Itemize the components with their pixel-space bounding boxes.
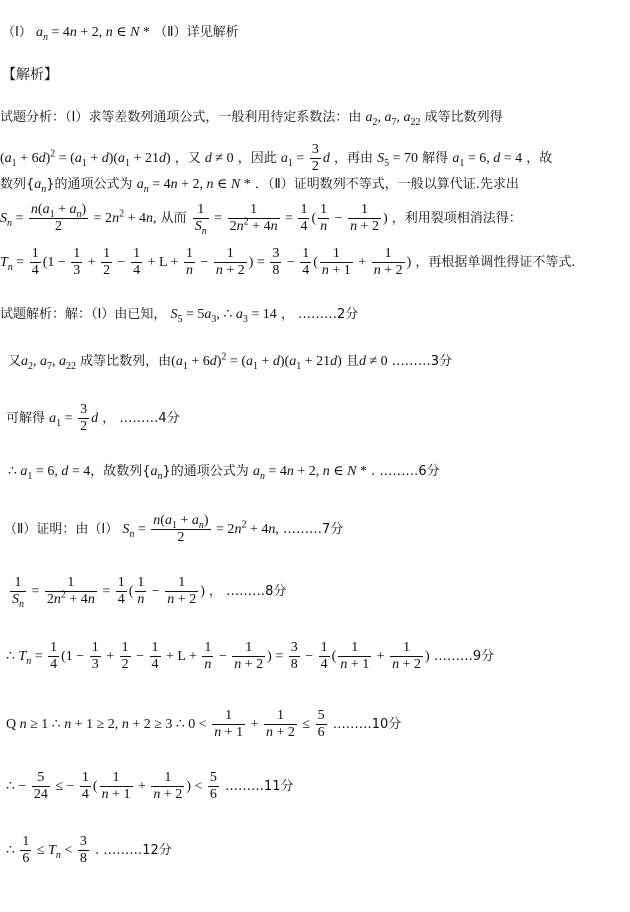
solution-line-7: ∴ $T_n$ = $\frac{1}{4}$ (1 − $\frac{1}{3}$ + $\frac{1}{2}$ − $\frac{1}{4}$ + L + $\frac{1}{n}$ − $\frac{1}{n + 2}$ ) = $\frac{3}{8}$ − $\frac{1}{4}$ ( $\frac{1}{n + 1}$ + $\frac{1}{n + 2}$ ) ………9分 xyxy=(6,640,495,673)
solution-line-5: （Ⅱ）证明：由（Ⅰ） $S_n$ = $\frac{n(a_1 + a_n)}{2}$ = $2n^2 + 4n$, ………7分 xyxy=(4,513,344,546)
score-mark: ………7分 xyxy=(282,521,344,537)
answer-line xyxy=(2,25,239,43)
solution-line-8: Q n ≥ 1 ∴ n + 1 ≥ 2, n + 2 ≥ 3 ∴ 0 < $\frac{1}{n + 1}$ + $\frac{1}{n + 2}$ ≤ $\frac{5}{6}$ ………10分 xyxy=(6,708,402,741)
analysis-heading: 【解析】 xyxy=(2,67,58,83)
score-mark: ………4分 xyxy=(119,410,180,426)
solution-line-3: 可解得 $a_1$ = $\frac{3}{2}$ d ， ………4分 xyxy=(6,402,180,435)
score-mark: ………2分 xyxy=(297,307,359,322)
solution-line-10: ∴ $\frac{1}{6}$ ≤ $T_n$ < $\frac{3}{8}$ . ………12分 xyxy=(6,834,172,867)
score-mark: ………12分 xyxy=(103,842,172,858)
solution-line-2: 又$a_2$, $a_7$, $a_{22}$ 成等比数列，由$(a_1 + 6d)^2 = (a_1 + d)(a_1 + 21d)$ 且d ≠ 0 ………3分 xyxy=(8,351,453,372)
score-mark: ………9分 xyxy=(433,648,495,664)
answer-formula: $a_n = 4n + 2$, n ∈ N * xyxy=(35,25,151,43)
solution-line-4: ∴ $a_1 = 6$, d = 4，故数列$\{a_n\}$的通项公式为 $a_n = 4n + 2$, n ∈ N * . ………6分 xyxy=(8,464,440,482)
analysis-line-4: $S_n$ = $\frac{n(a_1 + a_n)}{2}$ = $2n^2 + 4n$, 从而 $\frac{1}{S_n}$ = $\frac{1}{2n^2 + 4n}$ = $\frac{1}{4}$ ( $\frac{1}{n}$ − $\frac{1}{n + 2}$ ) ，利用裂项相消法得： xyxy=(0,202,522,237)
analysis-line-3: 数列$\{a_n\}$的通项公式为 $a_n = 4n + 2$, n ∈ N * ．（Ⅱ）证明数列不等式，一般以算代证.先求出 xyxy=(0,177,519,195)
analysis-line-2: $(a_1 + 6d)^2 = (a_1 + d)(a_1 + 21d)$ ，又 d ≠ 0 ，因此 $a_1$ = $\frac{3}{2}$ d ，再由 $S_5 = 70$ 解得 $a_1 = 6$, d = 4 ，故 xyxy=(0,142,553,175)
part1-label: （Ⅰ） xyxy=(2,25,32,40)
solution-line-9: ∴ − $\frac{5}{24}$ ≤ − $\frac{1}{4}$ ( $\frac{1}{n + 1}$ + $\frac{1}{n + 2}$ ) < $\frac{5}{6}$ ………11分 xyxy=(6,770,294,803)
score-mark: ………10分 xyxy=(332,716,402,732)
solution-line-1: 试题解析：解：（Ⅰ）由已知， $S_5 = 5a_3$, ∴ $a_3 = 14$ ， ………2分 xyxy=(0,307,359,325)
part2-text: 详见解析 xyxy=(186,25,239,40)
part2-label: （Ⅱ） xyxy=(154,25,187,40)
score-mark: ………3分 xyxy=(391,354,453,369)
score-mark: ………8分 xyxy=(226,583,287,599)
score-mark: ………11分 xyxy=(225,778,294,794)
analysis-line-1: 试题分析：（Ⅰ）求等差数列通项公式，一般利用待定系数法：由 $a_2$, $a_7$, $a_{22}$ 成等比数列得 xyxy=(0,110,503,128)
solution-line-6: $\frac{1}{S_n}$ = $\frac{1}{2n^2 + 4n}$ = $\frac{1}{4}$ ( $\frac{1}{n}$ − $\frac{1}{n + 2}$ ) ， ………8分 xyxy=(12,575,287,610)
score-mark: ………6分 xyxy=(379,464,440,479)
analysis-line-5: $T_n$ = $\frac{1}{4}$ (1 − $\frac{1}{3}$ + $\frac{1}{2}$ − $\frac{1}{4}$ + L + $\frac{1}{n}$ − $\frac{1}{n + 2}$ ) = $\frac{3}{8}$ − $\frac{1}{4}$ ( $\frac{1}{n + 1}$ + $\frac{1}{n + 2}$ ) ，再根据单调性得证不等式. xyxy=(0,246,576,279)
